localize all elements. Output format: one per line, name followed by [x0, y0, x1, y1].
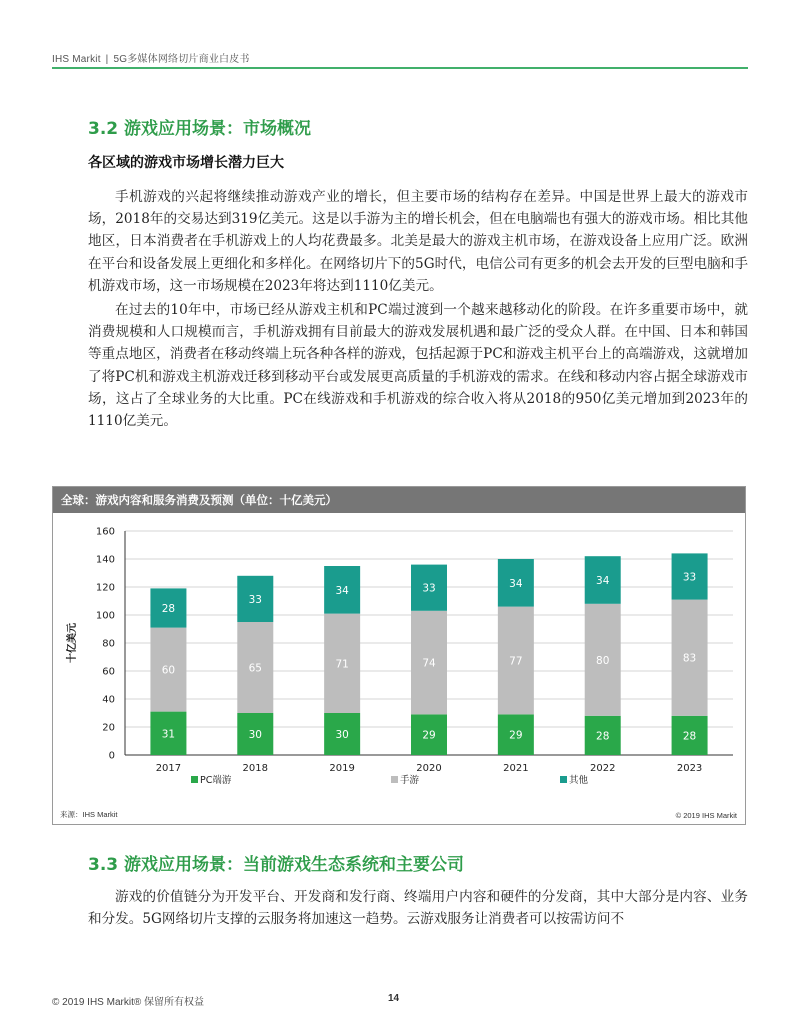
y-tick-label: 100	[95, 610, 115, 622]
paragraph-2: 在过去的10年中，市场已经从游戏主机和PC端过渡到一个越来越移动化的阶段。在许多重要市场中，就消费规模和人口规模而言，手机游戏拥有目前最大的游戏发展机遇和最广泛的受众人群。在中国、日本和韩国等重点地区，消费者在移动终端上玩各种各样的游戏，包括起源于PC和游戏主机平台上的高端游戏，这就增加了将PC机和游戏主机游戏迁移到移动平台或发展更高质量的手机游戏的需求。在线和移动内容占据全球游戏市场，这占了全球业务的大比重。PC在线游戏和手机游戏的综合收入将从2018的950亿美元增加到2023年的1110亿美元。	[88, 302, 748, 430]
legend-label: 其他	[569, 775, 589, 786]
legend-swatch	[191, 776, 198, 783]
data-label: 60	[161, 664, 176, 677]
section-heading-3-3: 3.3 游戏应用场景：当前游戏生态系统和主要公司	[88, 855, 465, 875]
data-label: 33	[248, 593, 262, 606]
legend-swatch	[391, 776, 398, 783]
data-label: 34	[596, 575, 610, 587]
data-label: 31	[161, 728, 176, 741]
chart-copyright: © 2019 IHS Markit	[675, 811, 737, 820]
page-header	[52, 50, 250, 65]
data-label: 83	[682, 652, 697, 665]
page-number: 14	[388, 993, 400, 1004]
data-label: 33	[682, 571, 697, 584]
section-heading-3-2: 3.2 游戏应用场景：市场概况	[88, 119, 312, 139]
x-tick-label: 2021	[503, 763, 529, 774]
y-tick-label: 80	[102, 638, 115, 650]
data-label: 74	[422, 657, 436, 670]
data-label: 30	[248, 729, 262, 741]
legend-label: 手游	[400, 775, 420, 786]
header-rule	[52, 67, 748, 69]
x-tick-label: 2019	[329, 763, 355, 774]
y-tick-label: 140	[95, 554, 115, 566]
x-tick-label: 2022	[589, 763, 616, 774]
data-label: 71	[335, 658, 349, 671]
y-tick-label: 20	[102, 722, 115, 734]
chart-title: 全球：游戏内容和服务消费及预测（单位：十亿美元）	[53, 487, 745, 513]
stacked-bar-chart	[53, 513, 745, 803]
x-tick-label: 2018	[242, 763, 269, 774]
data-label: 29	[422, 729, 436, 742]
y-axis-label: 十亿美元	[67, 623, 78, 663]
data-label: 30	[335, 729, 349, 741]
paragraph-3: 游戏的价值链分为开发平台、开发商和发行商、终端用户内容和硬件的分发商，其中大部分是内容、业务和分发。5G网络切片支撑的云服务将加速这一趋势。云游戏服务让消费者可以按需访问不	[88, 889, 748, 928]
y-tick-label: 120	[95, 582, 115, 594]
x-tick-label: 2017	[155, 763, 182, 774]
paragraph-1: 手机游戏的兴起将继续推动游戏产业的增长，但主要市场的结构存在差异。中国是世界上最大的游戏市场，2018年的交易达到319亿美元。这是以手游为主的增长机会，但在电脑端也有强大的游戏市场。相比其他地区，日本消费者在手机游戏上的人均花费最多。北美是最大的游戏主机市场，在游戏设备上应用广泛。欧洲在平台和设备发展上更细化和多样化。在网络切片下的5G时代，电信公司有更多的机会去开发的巨型电脑和手机游戏市场，这一市场规模在2023年将达到1110亿美元。	[88, 189, 748, 294]
data-label: 65	[248, 662, 262, 675]
header-brand: IHS Markit	[52, 54, 101, 65]
data-label: 34	[335, 584, 349, 597]
data-label: 33	[422, 582, 436, 595]
chart-source: 来源：IHS Markit	[60, 810, 118, 819]
data-label: 29	[509, 729, 523, 742]
data-label: 28	[161, 603, 176, 615]
header-separator: |	[105, 54, 109, 65]
data-label: 34	[509, 577, 523, 590]
legend-label: PC端游	[200, 775, 232, 786]
data-label: 77	[509, 655, 523, 668]
data-label: 80	[596, 654, 610, 667]
legend-swatch	[560, 776, 567, 783]
y-tick-label: 0	[108, 750, 115, 762]
data-label: 28	[596, 730, 610, 743]
chart-container	[52, 486, 746, 825]
y-tick-label: 40	[102, 694, 115, 706]
header-doc-title: 5G多媒体网络切片商业白皮书	[113, 54, 250, 65]
y-tick-label: 60	[102, 666, 115, 678]
footer-copyright: © 2019 IHS Markit® 保留所有权益	[52, 997, 204, 1008]
data-label: 28	[682, 730, 697, 743]
x-tick-label: 2023	[676, 763, 703, 774]
y-tick-label: 160	[95, 526, 115, 538]
subheading: 各区域的游戏市场增长潜力巨大	[88, 155, 284, 171]
x-tick-label: 2020	[416, 763, 442, 774]
